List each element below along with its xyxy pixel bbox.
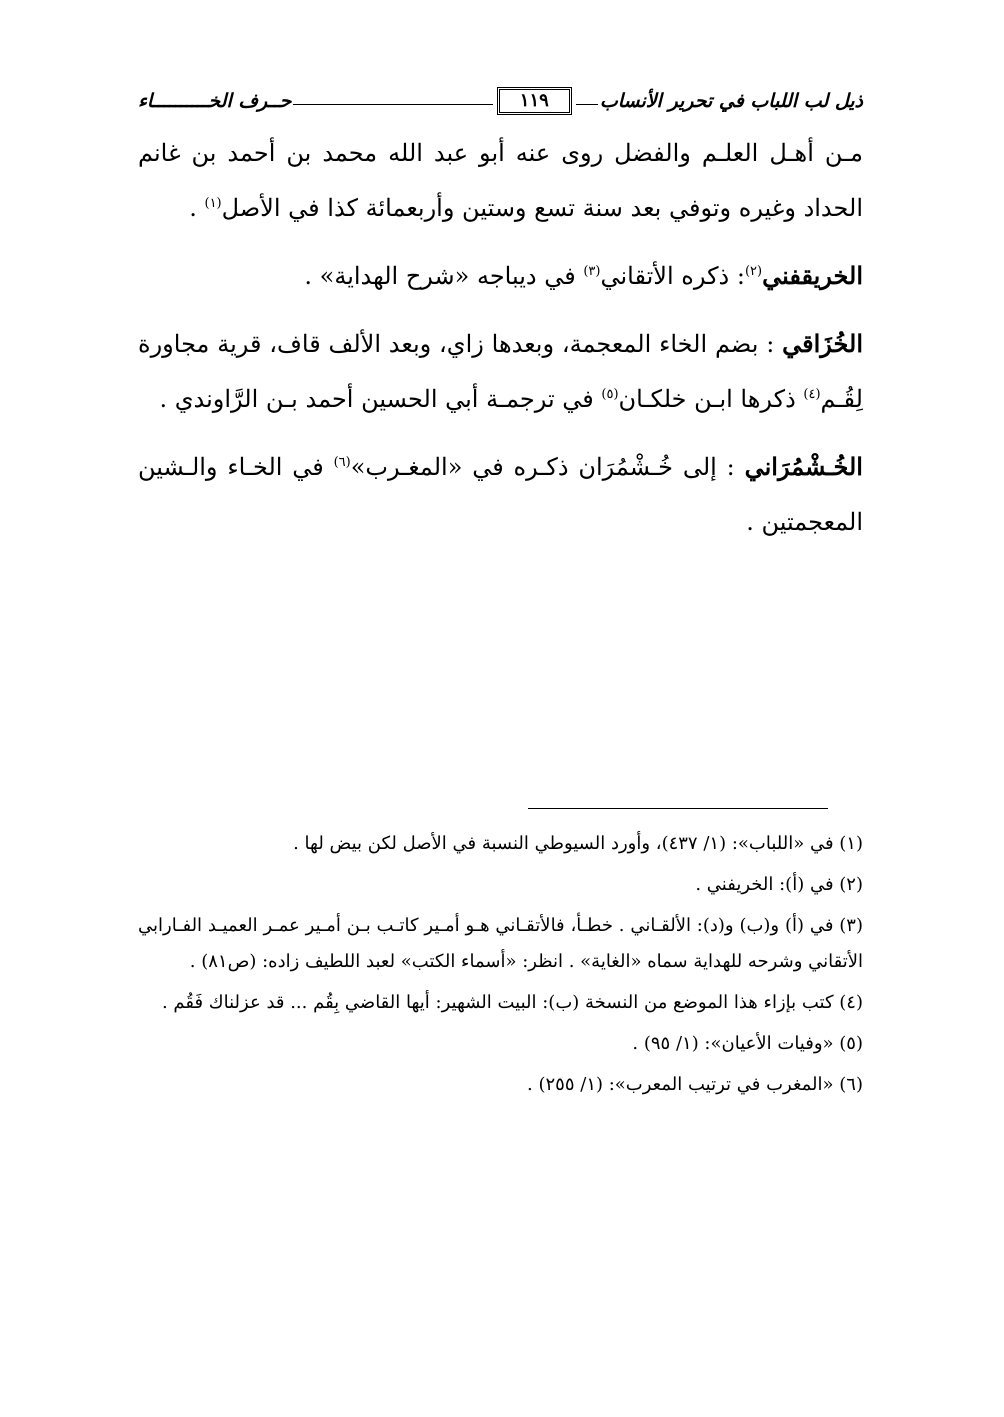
entry-text: ذكرها ابـن خلكـان	[618, 385, 804, 413]
footnote-ref: (٥)	[601, 387, 619, 402]
footnote-separator	[528, 808, 828, 809]
header-section-title: حــرف الخــــــــــاء	[138, 90, 292, 112]
entry-text: في ديباجه «شرح الهداية» .	[304, 262, 584, 290]
footnote: (٦) «المغرب في ترتيب المعرب»: (١/ ٢٥٥) .	[527, 1074, 863, 1095]
header-rule	[576, 104, 598, 105]
footnote: (١) في «اللباب»: (١/ ٤٣٧)، وأورد السيوطي النسبة في الأصل لكن بيض لها .	[293, 833, 863, 854]
footnote: (٣) في (أ) و(ب) و(د): الألقـاني . خطـأ، فالأتقـاني هـو أمـير كاتـب بـن أمـير عمـر العميـد الفـارابي الأتقاني وشرحه للهداية سماه «الغاية» . انظر: «أسماء الكتب» لعبد اللطيف زاده: (ص٨١) .	[138, 915, 863, 972]
paragraph	[138, 126, 863, 236]
entry-paragraph	[138, 316, 863, 427]
entry-heading: الخريقفني	[762, 261, 863, 290]
entry-heading: الخُزَاقي	[782, 329, 863, 358]
paragraph-end: .	[189, 194, 197, 222]
footnote-ref: (٤)	[803, 387, 821, 402]
footnote-ref: (١)	[204, 196, 222, 211]
entry-text: : بضم الخاء المعجمة، وبعدها زاي، وبعد الألف قاف، قرية مجاورة لِقُـم	[138, 330, 863, 413]
footnote-ref: (٢)	[744, 264, 763, 279]
footnote: (٥) «وفيات الأعيان»: (١/ ٩٥) .	[632, 1033, 863, 1054]
entry-paragraph	[138, 248, 863, 304]
entry-text: في الخـاء والـشين المعجمتين .	[138, 453, 863, 536]
main-text	[138, 126, 863, 550]
footnote-ref: (٣)	[583, 264, 601, 279]
paragraph-text: مـن أهـل العلـم والفضل روى عنه أبو عبد الله محمد بن أحمد بن غانم الحداد وغيره وتوفي بعد سنة تسع وستين وأربعمائة كذا في الأصل	[138, 139, 864, 222]
footnote: (٤) كتب بإزاء هذا الموضع من النسخة (ب): البيت الشهير: أيها القاضي بِقُم ... قد عزلناك فَقُم .	[161, 992, 863, 1013]
entry-paragraph	[138, 439, 863, 550]
footnote: (٢) في (أ): الخريفني .	[695, 874, 863, 895]
entry-heading: الخُـشْمُرَاني	[744, 452, 863, 481]
footnotes	[138, 826, 863, 1103]
entry-text: : إلى خُـشْمُرَان ذكـره في «المغـرب»	[350, 453, 735, 481]
entry-text: : ذكره الأتقاني	[600, 262, 745, 290]
running-header	[138, 84, 863, 118]
entry-text: في ترجمـة أبي الحسين أحمد بـن الرَّاوندي .	[159, 385, 602, 413]
header-book-title: ذيل لب اللباب في تحرير الأنساب	[599, 90, 863, 112]
page-content	[138, 84, 863, 550]
header-rule	[293, 104, 492, 105]
page-number: ١١٩	[497, 87, 572, 115]
footnote-ref: (٦)	[333, 455, 351, 470]
